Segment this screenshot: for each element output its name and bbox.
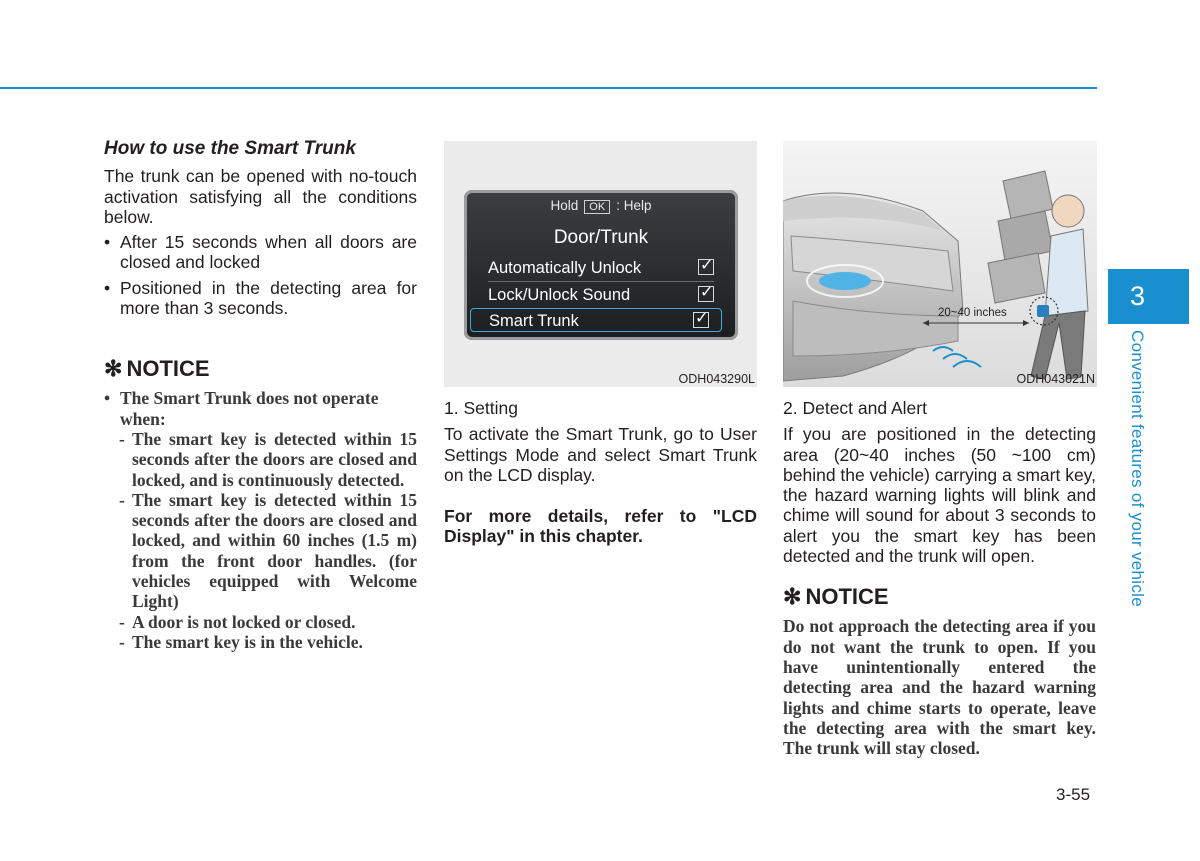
notice-subitem <box>104 612 417 632</box>
notice-subitem-text: The smart key is detected within 15 seconds after the doors are closed and locked, and within 60 inches (1.5 m) from the front door handles. (for vehicles equipped with Welcome Light) <box>132 489 417 612</box>
bullet-icon: • <box>104 277 111 298</box>
lcd-screen <box>464 190 738 340</box>
lcd-menu-item-selected <box>470 308 722 332</box>
lcd-menu-title: Door/Trunk <box>553 227 649 248</box>
notice-subitem-text: The smart key is detected within 15 seconds after the doors are closed and locked, and is continuously detected. <box>132 428 417 490</box>
dash-icon: - <box>119 489 125 510</box>
chapter-title-vertical <box>1127 330 1149 620</box>
left-column <box>104 139 417 652</box>
middle-column <box>444 393 757 547</box>
notice-subitem <box>104 429 417 490</box>
notice-paragraph: Do not approach the detecting area if you do not want the trunk to open. If you have unintentionally entered the detecting area and the hazard warning lights and chime starts to operate, leave the detecting area with the smart key. The trunk will stay closed. <box>783 616 1096 759</box>
detect-figure <box>783 141 1097 387</box>
checkbox-checked-icon: ✓ <box>700 257 714 274</box>
notice-heading <box>104 356 417 382</box>
lcd-figure <box>444 141 757 387</box>
dash-icon: - <box>119 631 125 652</box>
lcd-menu-item-label: Automatically Unlock <box>488 259 642 277</box>
page-number: 3-55 <box>1056 785 1091 804</box>
bullet-icon: • <box>104 388 111 409</box>
lcd-help-label: : Help <box>616 198 652 213</box>
bullet-text: Positioned in the detecting area for more than 3 seconds. <box>120 277 417 319</box>
ok-key-icon: OK <box>584 200 610 214</box>
bullet-item <box>104 232 417 273</box>
lcd-hold-label: Hold <box>550 198 579 213</box>
header-rule <box>0 87 1097 89</box>
notice-title: NOTICE <box>805 584 889 610</box>
intro-paragraph: The trunk can be opened with no-touch activation satisfying all the conditions below. <box>104 166 417 227</box>
figure-code: ODH043021N <box>1016 372 1095 386</box>
reference-note: For more details, refer to "LCD Display" in this chapter. <box>444 506 757 547</box>
figure-code: ODH043290L <box>678 372 755 386</box>
lcd-divider <box>488 281 714 282</box>
notice-star-icon: ✻ <box>104 356 123 382</box>
notice-title: NOTICE <box>126 356 210 382</box>
notice-subitem-text: A door is not locked or closed. <box>132 611 356 632</box>
notice-subitem <box>104 490 417 612</box>
checkbox-checked-icon: ✓ <box>695 310 709 327</box>
chapter-tab: 3 <box>1108 269 1189 324</box>
notice-subitem <box>104 632 417 652</box>
lcd-menu-item-label: Lock/Unlock Sound <box>488 286 631 304</box>
checkbox-checked-icon: ✓ <box>700 284 714 301</box>
setting-paragraph: To activate the Smart Trunk, go to User Settings Mode and select Smart Trunk on the LCD display. <box>444 424 757 485</box>
notice-star-icon: ✻ <box>783 584 802 610</box>
figure-caption: 1. Setting <box>444 398 518 418</box>
notice-lead <box>104 388 417 429</box>
lcd-menu-item-label: Smart Trunk <box>489 312 579 330</box>
right-column <box>783 393 1096 758</box>
section-heading: How to use the Smart Trunk <box>104 138 356 159</box>
dash-icon: - <box>119 611 125 632</box>
bullet-text: After 15 seconds when all doors are closed and locked <box>120 232 417 273</box>
chapter-title: Convenient features of your vehicle <box>1128 330 1147 607</box>
figure-caption: 2. Detect and Alert <box>783 398 927 418</box>
bullet-item <box>104 278 417 319</box>
lcd-menu-item <box>488 256 714 280</box>
dash-icon: - <box>119 428 125 449</box>
car-illustration <box>783 141 1097 387</box>
lcd-menu-item <box>488 283 714 307</box>
notice-heading <box>783 584 1096 610</box>
bullet-icon: • <box>104 232 111 253</box>
notice-subitem-text: The smart key is in the vehicle. <box>132 631 363 652</box>
detect-paragraph: If you are positioned in the detecting area (20~40 inches (50 ~100 cm) behind the vehicle) carrying a smart key, the hazard warning lights will blink and chime will sound for about 3 seconds to alert you the smart key has been detected and the trunk will open. <box>783 424 1096 567</box>
distance-label: 20~40 inches <box>938 307 1007 319</box>
lcd-hint <box>464 198 738 214</box>
notice-lead-text: The Smart Trunk does not operate when: <box>120 388 379 429</box>
